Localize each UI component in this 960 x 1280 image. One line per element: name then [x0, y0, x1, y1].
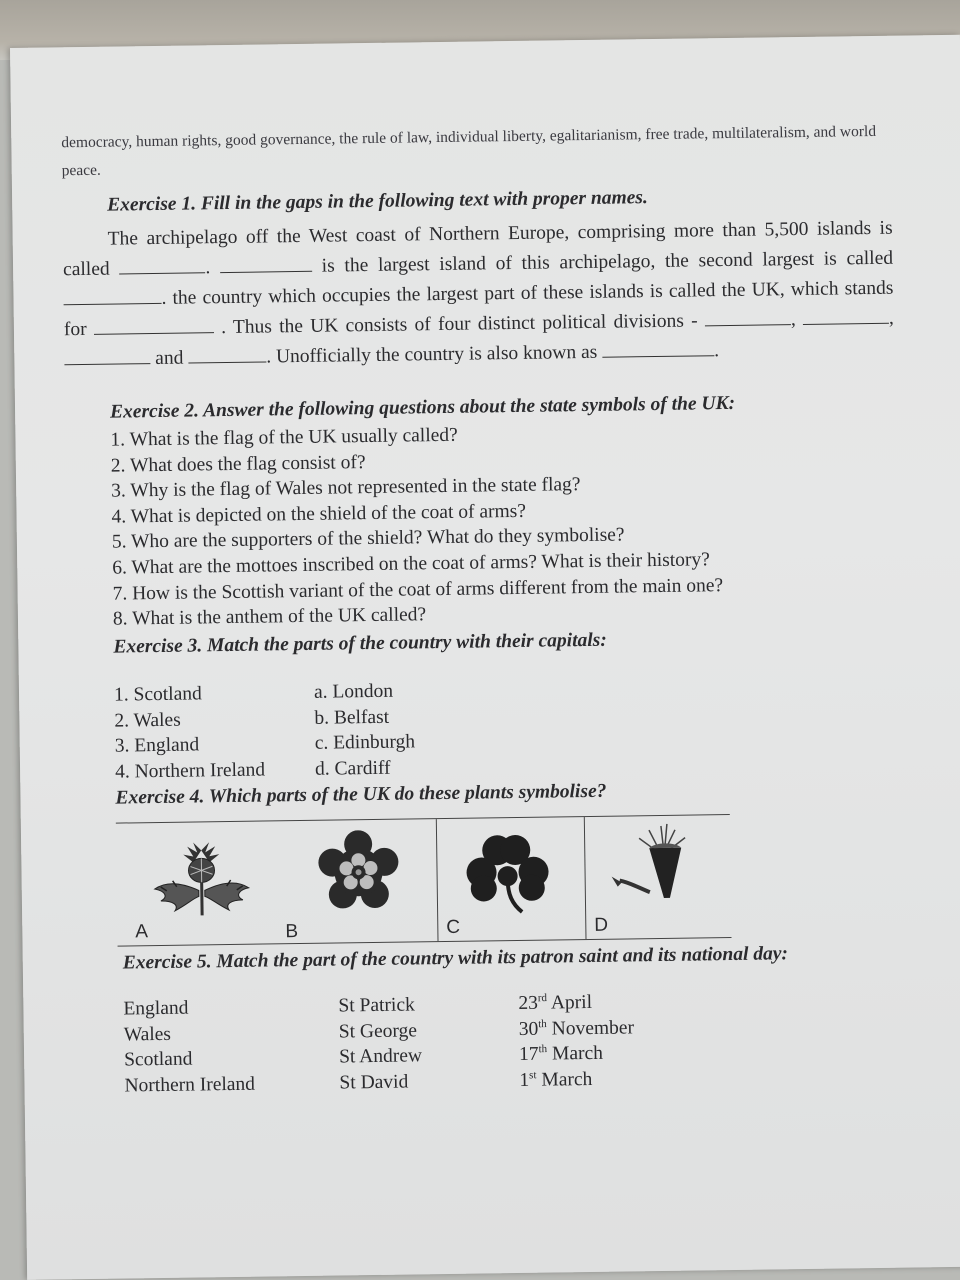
exercise-5-saints — [338, 992, 422, 1096]
exercise-4-title: Exercise 4. Which parts of the UK do these plants symbolise? — [115, 780, 607, 809]
daffodil-icon — [609, 821, 710, 912]
list-item: 2. What does the flag consist of? — [110, 451, 366, 477]
list-item: 4. What is depicted on the shield of the coat of arms? — [111, 500, 527, 528]
list-item: 30th November — [518, 1016, 635, 1040]
gap-1[interactable] — [119, 254, 205, 274]
exercise-5-days — [518, 989, 635, 1093]
plant-cell-b — [276, 819, 438, 943]
list-item: 8. What is the anthem of the UK called? — [112, 604, 427, 630]
plant-letter-d: D — [594, 914, 609, 936]
list-item: b. Belfast — [314, 706, 390, 729]
exercise-3-title: Exercise 3. Match the parts of the country with their capitals: — [113, 629, 607, 658]
list-item: Wales — [123, 1023, 172, 1046]
exercise-3-capitals — [314, 678, 416, 782]
list-item: 2. Wales — [114, 709, 181, 732]
list-item: d. Cardiff — [314, 757, 391, 780]
shamrock-icon — [463, 831, 554, 916]
thistle-icon — [146, 840, 257, 922]
worksheet-page — [10, 35, 960, 1280]
plant-letter-c: C — [446, 916, 461, 938]
list-item: St David — [339, 1071, 409, 1094]
list-item: 1st March — [519, 1068, 593, 1091]
list-item: 1. Scotland — [113, 683, 202, 706]
list-item: 5. Who are the supporters of the shield? What do they symbolise? — [111, 524, 625, 553]
plant-cell-d — [584, 815, 733, 939]
list-item: 4. Northern Ireland — [114, 759, 266, 783]
gap-9[interactable] — [602, 337, 714, 358]
gap-7[interactable] — [64, 345, 150, 365]
list-item: Scotland — [123, 1048, 193, 1071]
list-item: 3. England — [114, 734, 200, 757]
exercise-1-title: Exercise 1. Fill in the gaps in the following text with proper names. — [107, 187, 648, 216]
gap-3[interactable] — [63, 285, 161, 305]
list-item: 6. What are the mottoes inscribed on the coat of arms? What is their history? — [112, 549, 711, 579]
list-item: 1. What is the flag of the UK usually called? — [110, 424, 458, 451]
plant-letter-a: A — [135, 921, 149, 943]
plants-table — [116, 814, 732, 947]
exercise-5-countries — [123, 995, 255, 1099]
gap-5[interactable] — [705, 306, 791, 326]
plant-letter-b: B — [285, 921, 299, 943]
gap-4[interactable] — [94, 314, 214, 335]
exercise-1-text: The archipelago off the West coast of Northern Europe, comprising more than 5,500 islands is called . is the largest island of this archipelago, the second largest is called . the country which occupies the largest part of these islands is called the UK, which stands for . Thus the UK consists of four distinct political divisions - , , and . Unofficially the country is also known as . — [62, 217, 895, 370]
list-item: St Patrick — [338, 994, 415, 1017]
intro-text: democracy, human rights, good governance, the rule of law, individual liberty, egalitarianism, free trade, multilateralism, and world peace. — [61, 122, 877, 180]
gap-2[interactable] — [220, 253, 312, 273]
plant-cell-c — [436, 817, 587, 941]
list-item: St Andrew — [338, 1045, 423, 1068]
list-item: 23rd April — [518, 991, 593, 1014]
list-item: c. Edinburgh — [314, 731, 416, 754]
list-item: Northern Ireland — [124, 1073, 256, 1097]
exercise-3-parts — [114, 681, 265, 785]
gap-8[interactable] — [188, 343, 266, 363]
list-item: a. London — [313, 680, 394, 703]
exercise-2-questions — [110, 419, 723, 632]
list-item: St George — [338, 1020, 418, 1043]
plant-cell-a — [116, 821, 278, 945]
exercise-5-title: Exercise 5. Match the part of the country with its patron saint and its national day: — [122, 943, 789, 974]
list-item: 7. How is the Scottish variant of the coat of arms different from the main one? — [112, 574, 724, 605]
list-item: England — [123, 997, 189, 1020]
list-item: 17th March — [518, 1043, 604, 1066]
exercise-2-title: Exercise 2. Answer the following questions about the state symbols of the UK: — [109, 392, 736, 423]
tudor-rose-icon — [316, 830, 401, 915]
gap-6[interactable] — [803, 305, 889, 325]
list-item: 3. Why is the flag of Wales not represented in the state flag? — [111, 474, 581, 502]
